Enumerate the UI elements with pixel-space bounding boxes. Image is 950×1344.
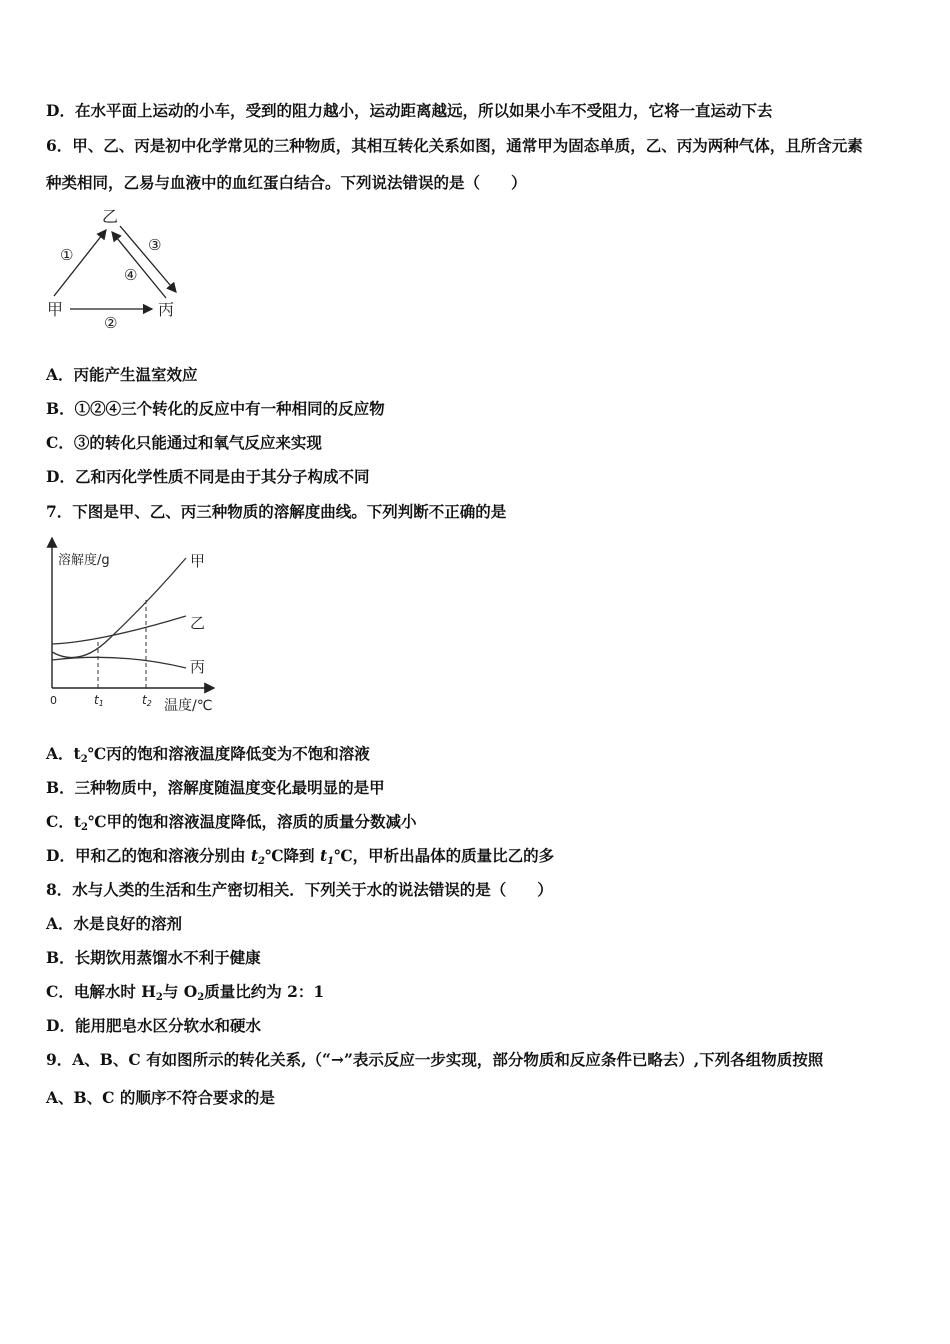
q7-option-a: A．$t_2℃$丙的饱和溶液温度降低变为不饱和溶液 [46, 744, 370, 765]
q6-option-b: B．①②④三个转化的反应中有一种相同的反应物 [46, 399, 385, 418]
curve-bing [52, 657, 186, 668]
q8-option-a: A．水是良好的溶剂 [46, 914, 183, 933]
curve-jia-label: 甲 [190, 552, 206, 570]
q6-option-a: A．丙能产生温室效应 [46, 365, 198, 384]
curve-yi-label: 乙 [190, 614, 206, 632]
label-2: ② [104, 314, 118, 332]
label-1: ① [60, 246, 74, 264]
x-axis-label: 温度/℃ [164, 698, 213, 714]
q6-stem-line2: 种类相同，乙易与血液中的血红蛋白结合。下列说法错误的是（ ） [46, 173, 527, 192]
q8-stem: 8．水与人类的生活和生产密切相关．下列关于水的说法错误的是（ ） [46, 880, 553, 899]
q6-conversion-diagram [40, 200, 200, 340]
q7-option-b: B．三种物质中，溶解度随温度变化最明显的是甲 [46, 778, 385, 797]
t1-label: t1 [94, 693, 104, 708]
node-jia: 甲 [47, 300, 64, 319]
t2-label: t2 [142, 693, 152, 708]
q7-solubility-graph [40, 530, 235, 720]
q7-option-c: C．$t_2℃$甲的饱和溶液温度降低，溶质的质量分数减小 [46, 812, 417, 833]
q9-stem-line2: A、B、C 的顺序不符合要求的是 [46, 1088, 275, 1107]
q5-option-d: D．在水平面上运动的小车，受到的阻力越小，运动距离越远，所以如果小车不受阻力，它将一直运动下去 [46, 101, 773, 120]
q8-option-b: B．长期饮用蒸馏水不利于健康 [46, 948, 261, 967]
q9-stem-line1: 9．A、B、C 有如图所示的转化关系,（“→”表示反应一步实现，部分物质和反应条件已略去）,下列各组物质按照 [46, 1050, 824, 1069]
label-3: ③ [148, 236, 162, 254]
label-4: ④ [124, 266, 138, 284]
q7-stem: 7．下图是甲、乙、丙三种物质的溶解度曲线。下列判断不正确的是 [46, 502, 507, 521]
y-axis-label: 溶解度/g [58, 553, 110, 568]
q7-option-d: D．甲和乙的饱和溶液分别由 $t_2℃$降到 $t_1℃$，甲析出晶体的质量比乙的多 [46, 846, 555, 867]
q6-option-c: C．③的转化只能通过和氧气反应来实现 [46, 433, 322, 452]
node-bing: 丙 [158, 300, 175, 319]
q6-option-d: D．乙和丙化学性质不同是由于其分子构成不同 [46, 467, 370, 486]
node-yi: 乙 [102, 207, 119, 226]
curve-bing-label: 丙 [190, 658, 206, 676]
origin-label: 0 [50, 694, 57, 707]
q6-stem-line1: 6．甲、乙、丙是初中化学常见的三种物质，其相互转化关系如图，通常甲为固态单质，乙、丙为两种气体，且所含元素 [46, 136, 863, 155]
q8-option-c: C．电解水时 $H_2$与 $O_2$质量比约为 2：1 [46, 982, 325, 1003]
q8-option-d: D．能用肥皂水区分软水和硬水 [46, 1016, 261, 1035]
